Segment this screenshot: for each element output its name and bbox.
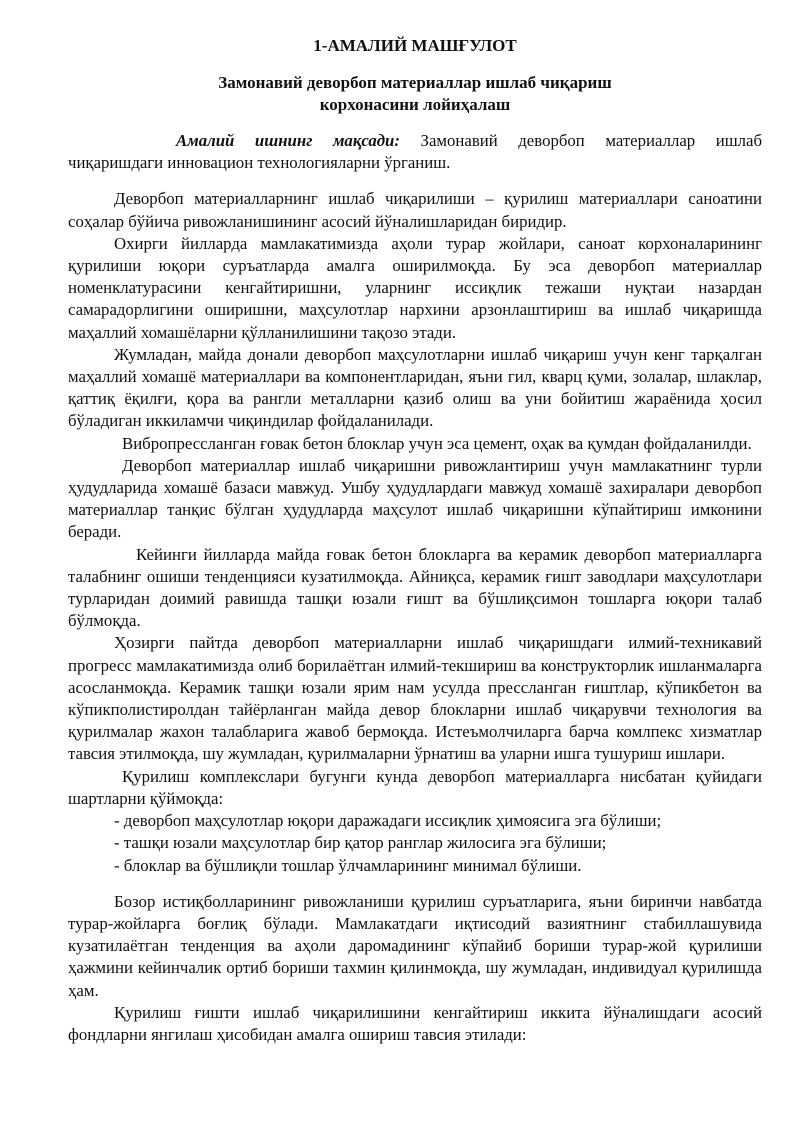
paragraph: Ҳозирги пайтда деворбоп материалларни ишлаб чиқаришдаги илмий-техникавий прогресс мамлакатимизда олиб борилаётган илмий-текшириш ва конструкторлик ишланмаларга асосланмоқда. Керамик ташқи юзали ярим нам усулда прессланган ғиштлар, кўпикбетон ва кўпикполистиролдан тайёрланган майда девор блокларни ишлаб чиқарувчи технология ва қурилмалар жахон талабларига жавоб бермоқда. Истеъмолчиларга барча комлпекс хизматлар тавсия этилмоқда, шу жумладан, қурилмаларни ўрнатиш ва уларни ишга тушуриш ишлари. — [68, 633, 762, 764]
bullet-item: - ташқи юзали маҳсулотлар бир қатор ранглар жилосига эга бўлиши; — [114, 833, 607, 853]
paragraph: Вибропрессланган ғовак бетон блоклар учун эса цемент, оҳак ва қумдан фойдаланилди. — [122, 433, 752, 453]
paragraph: Қурилиш комплекслари бугунги кунда деворбоп материалларга нисбатан қуйидаги шартларни қўймоқда: — [68, 766, 762, 808]
paragraph: Бозор истиқболларининг ривожланиши қурилиш суръатларига, яъни биринчи навбатда турар-жойларга боғлиқ бўлади. Мамлакатдаги иқтисодий вазиятнинг стабиллашувида кузатилаётган тенденция ва аҳоли даромадининг кўпайиб бориши турар-жой қурилиши ҳажмини кейинчалик ортиб бориши тахмин қилинмоқда, шу жумладан, индивидуал қурилишда ҳам. — [68, 891, 762, 1000]
document-title: 1-АМАЛИЙ МАШҒУЛОТ — [313, 36, 517, 55]
paragraph: Охирги йилларда мамлакатимизда аҳоли турар жойлари, саноат корхоналарининг қурилиши юқори суръатларда амалга оширилмоқда. Бу эса деворбоп материаллар номенклатурасини кенгайтиришни, уларнинг иссиқлик тежаши нуқтаи назардан самарадорлигини оширишни, маҳсулотлар нархини арзонлаштириш ва ишлаб чиқаришда маҳаллий хомашёларни қўлланилишини тақозо этади. — [68, 233, 762, 342]
purpose-paragraph — [68, 130, 762, 174]
bullet-item: - блоклар ва бўшлиқли тошлар ўлчамларининг минимал бўлиши. — [114, 855, 582, 875]
paragraph: Кейинги йилларда майда ғовак бетон блокларга ва керамик деворбоп материалларга талабнинг ошиши тенденцияси кузатилмоқда. Айниқса, керамик ғишт заводлари маҳсулотлари турларидан доимий равишда ташқи юзали ғишт ва бўшлиқсимон тошларга юқори талаб бўлмоқда. — [68, 544, 762, 631]
paragraph: Қурилиш ғишти ишлаб чиқарилишини кенгайтириш иккита йўналишдаги асосий фондларни янгилаш ҳисобидан амалга ошириш тавсия этилади: — [68, 1002, 762, 1044]
document-subtitle — [68, 72, 762, 116]
paragraph: Деворбоп материаллар ишлаб чиқаришни ривожлантириш учун мамлакатнинг турли ҳудудларида хомашё базаси мавжуд. Ушбу ҳудудлардаги мавжуд хомашё захиралари деворбоп материаллар танқис бўлган ҳудудларда маҳсулот ишлаб чиқаришни кўпайтириш имконини беради. — [68, 455, 762, 542]
purpose-text: Замонавий деворбоп материаллар ишлаб чиқаришдаги инновацион технологияларни ўрганиш. — [68, 131, 762, 173]
subtitle-line-1: Замонавий деворбоп материаллар ишлаб чиқариш — [218, 73, 612, 92]
bullet-item: - деворбоп маҳсулотлар юқори даражадаги иссиқлик ҳимоясига эга бўлиши; — [114, 811, 662, 831]
subtitle-line-2: корхонасини лойиҳалаш — [319, 95, 511, 114]
document-page — [68, 34, 762, 1046]
purpose-label: Амалий ишнинг мақсади: — [176, 131, 400, 150]
paragraph: Деворбоп материалларнинг ишлаб чиқарилиши – қурилиш материаллари саноатини соҳалар бўйича ривожланишининг асосий йўналишларидан биридир. — [68, 189, 762, 231]
paragraph: Жумладан, майда донали деворбоп маҳсулотларни ишлаб чиқариш учун кенг тарқалган маҳаллий хомашё материаллари ва компонентларидан, яъни гил, кварц қуми, золалар, шлаклар, қаттиқ ёқилғи, қора ва рангли металларни қазиб олиш ва уни бойитиш жараёнида ҳосил бўладиган иккиламчи чиқиндилар фойдаланилади. — [68, 344, 762, 431]
